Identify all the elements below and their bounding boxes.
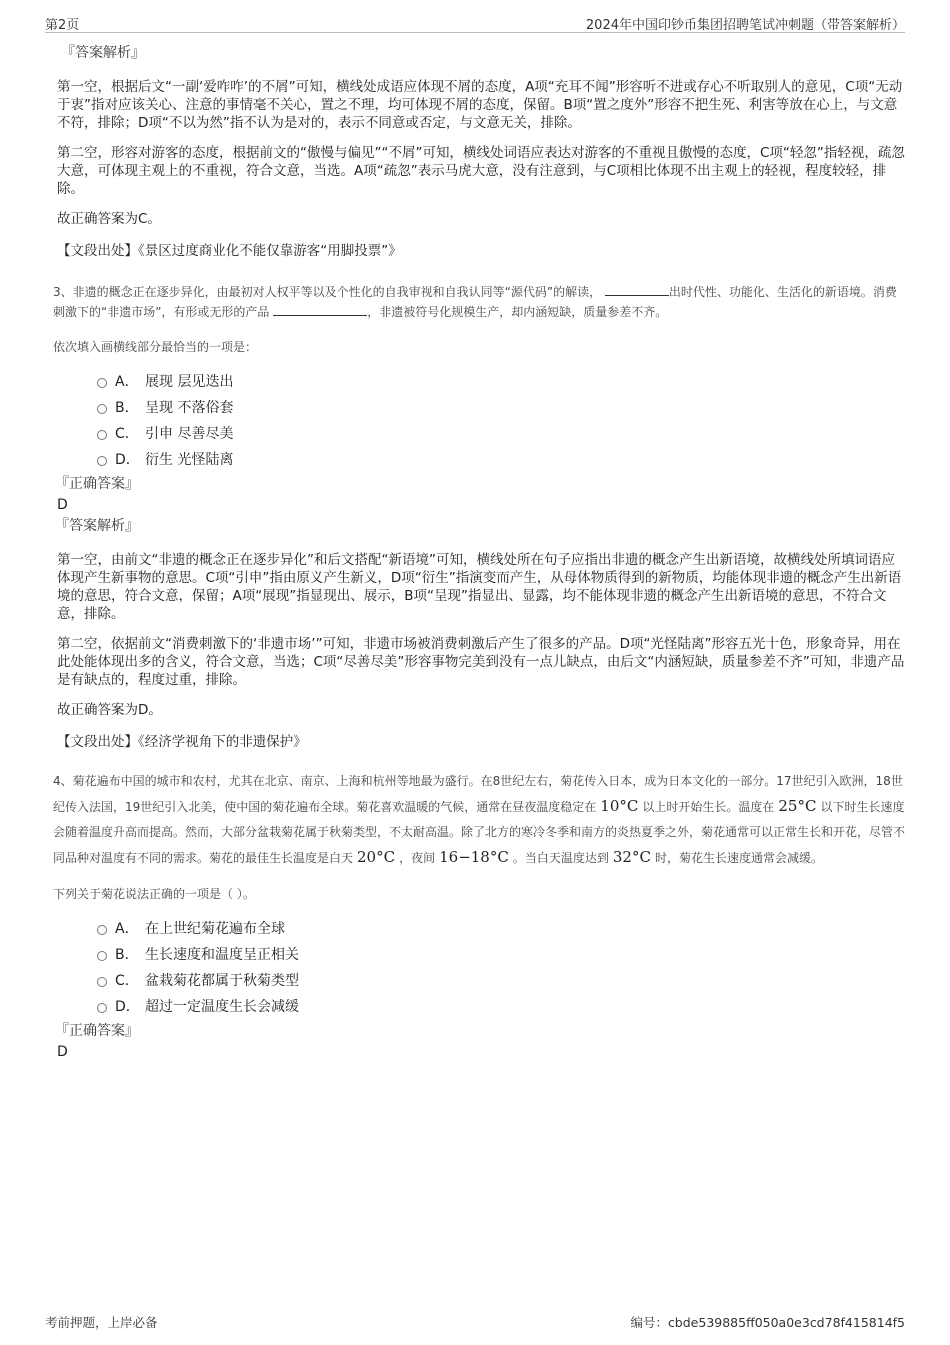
question-prompt: 下列关于菊花说法正确的一项是（ ）。 [53, 887, 255, 901]
temperature-value: 25°C [778, 797, 817, 815]
answer-conclusion: 故正确答案为D。 [57, 702, 162, 718]
temperature-value: 32°C [612, 848, 651, 866]
question-4-stem: 4、菊花遍布中国的城市和农村，尤其在北京、南京、上海和杭州等地最为盛行。在8世纪左右，菊花传入日本，成为日本文化的一部分。17世纪引入欧洲，18世纪传入法国，19世纪引入北美，使中国的菊花遍布全球。菊花喜欢温暖的气候，通常在昼夜温度稳定在 10°C 以上时开始生长。温度在 25°C 以下时生长速度会随着温度升高而提高。然而，大部分盆栽菊花属于秋菊类型，不太耐高温。除了北方的寒冷冬季和南方的炎热夏季之外，菊花通常可以正常生长和开花，尽管不同品种对温度有不同的需求。菊花的最佳生长温度是白天 20°C ，夜间 16−18°C 。当白天温度达到 32°C 时，菊花生长速度通常会减缓。 [53, 774, 906, 866]
correct-answer-label: 『正确答案』 [55, 476, 139, 492]
analysis-paragraph: 第二空，依据前文“消费刺激下的‘非遗市场’”可知，非遗市场被消费刺激后产生了很多的产品。D项“光怪陆离”形容五光十色，形象奇异，用在此处能体现出多的含义，符合文意，当选；C项“尽善尽美”形容事物完美到没有一点儿缺点，由后文“内涵短缺，质量参差不齐”可知，非遗产品是有缺点的，程度过重，排除。 [57, 636, 905, 688]
temperature-value: 16−18°C [439, 848, 509, 866]
correct-answer-label: 『正确答案』 [55, 1023, 139, 1039]
page-number: 第2页 [45, 18, 80, 33]
radio-icon[interactable] [97, 977, 107, 987]
option-d[interactable]: D． 超过一定温度生长会减缓 [57, 994, 905, 1020]
analysis-paragraph: 第二空，形容对游客的态度，根据前文的“傲慢与偏见”“不屑”可知，横线处词语应表达对游客的不重视且傲慢的态度，C项“轻忽”指轻视，疏忽大意，可体现主观上的不重视，符合文意，当选。A项“疏忽”表示马虎大意，没有注意到，与C项相比体现不出主观上的轻视，程度较轻，排除。 [57, 145, 905, 197]
radio-icon[interactable] [97, 378, 107, 388]
question-prompt: 依次填入画横线部分最恰当的一项是： [53, 340, 258, 354]
correct-answer: D [57, 1044, 68, 1060]
temperature-value: 20°C [357, 848, 396, 866]
option-a[interactable]: A． 在上世纪菊花遍布全球 [57, 916, 905, 942]
question-3-stem: 3、非遗的概念正在逐步异化，由最初对人权平等以及个性化的自我审视和自我认同等“源代码”的解读， 出时代性、功能化、生活化的新语境。消费刺激下的“非遗市场”，有形或无形的产品 ，非遗被符号化规模生产，却内涵短缺，质量参差不齐。 [53, 285, 897, 319]
document-code: 编号：cbde539885ff050a0e3cd78f415814f5 [630, 1315, 905, 1330]
document-title: 2024年中国印钞币集团招聘笔试冲刺题（带答案解析） [585, 18, 905, 33]
radio-icon[interactable] [97, 430, 107, 440]
radio-icon[interactable] [97, 925, 107, 935]
option-b[interactable]: B． 呈现 不落俗套 [57, 395, 905, 421]
analysis-paragraph: 第一空，由前文“非遗的概念正在逐步异化”和后文搭配“新语境”可知，横线处所在句子应指出非遗的概念产生出新语境，故横线处所填词语应体现产生新事物的意思。C项“引申”指由原义产生新义，D项“衍生”指演变而产生，从母体物质得到的新物质，均能体现非遗的概念产生出新语境的意思，符合文意，保留；A项“展现”指显现出、展示，B项“呈现”指显出、显露，均不能体现非遗的概念产生出新语境的意思，不符合文意，排除。 [57, 552, 902, 622]
page-header [45, 12, 905, 33]
page-content [53, 42, 906, 1062]
fill-blank [273, 303, 367, 316]
analysis-label: 『答案解析』 [61, 45, 145, 61]
analysis-paragraph: 第一空，根据后文“一副‘爱咋咋’的不屑”可知，横线处成语应体现不屑的态度，A项“充耳不闻”形容听不进或存心不听取别人的意见，C项“无动于衷”指对应该关心、注意的事情毫不关心，置之不理，均可体现不屑的态度，保留。B项“置之度外”形容不把生死、利害等放在心上，与文意不符，排除；D项“不以为然”指不认为是对的，表示不同意或否定，与文意无关，排除。 [57, 79, 903, 131]
radio-icon[interactable] [97, 456, 107, 466]
fill-blank [605, 283, 669, 296]
temperature-value: 10°C [600, 797, 639, 815]
option-a[interactable]: A． 展现 层见迭出 [57, 369, 905, 395]
analysis-label: 『答案解析』 [55, 518, 139, 534]
options-list [57, 916, 905, 1020]
option-c[interactable]: C． 盆栽菊花都属于秋菊类型 [57, 968, 905, 994]
source-citation: 【文段出处】《景区过度商业化不能仅靠游客“用脚投票”》 [57, 243, 402, 259]
option-c[interactable]: C． 引申 尽善尽美 [57, 421, 905, 447]
source-citation: 【文段出处】《经济学视角下的非遗保护》 [57, 734, 307, 750]
radio-icon[interactable] [97, 404, 107, 414]
correct-answer: D [57, 497, 68, 513]
options-list [57, 369, 905, 473]
radio-icon[interactable] [97, 951, 107, 961]
option-b[interactable]: B． 生长速度和温度呈正相关 [57, 942, 905, 968]
footer-slogan: 考前押题，上岸必备 [45, 1315, 158, 1330]
radio-icon[interactable] [97, 1003, 107, 1013]
answer-conclusion: 故正确答案为C。 [57, 211, 161, 227]
option-d[interactable]: D． 衍生 光怪陆离 [57, 447, 905, 473]
